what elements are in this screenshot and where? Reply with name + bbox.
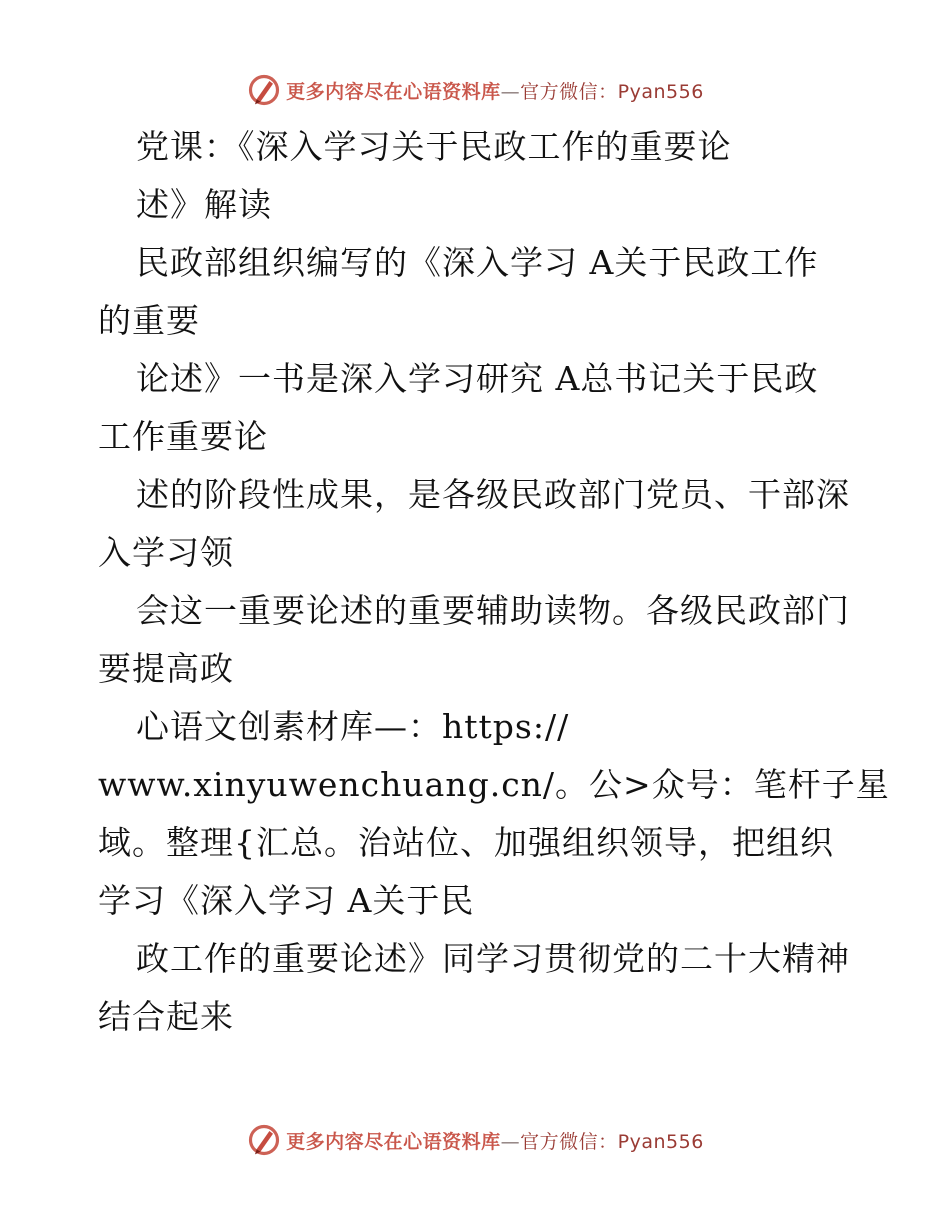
text-line-13: 域。整理{汇总。治站位、加强组织领导，把组织: [98, 823, 834, 862]
text-line-6: 工作重要论: [98, 417, 268, 456]
header-wechat-text: 官方微信：Pyan556: [520, 80, 704, 103]
text-line-14: 学习《深入学习 A关于民: [98, 881, 475, 920]
text-line-3: 民政部组织编写的《深入学习 A关于民政工作: [136, 243, 819, 282]
text-line-2: 述》解读: [136, 185, 272, 224]
footer-separator: —: [500, 1130, 521, 1153]
footer-wechat-text: 官方微信：Pyan556: [520, 1130, 704, 1153]
text-line-16: 结合起来: [98, 997, 234, 1036]
footer-brand-text: 更多内容尽在心语资料库: [286, 1130, 501, 1153]
text-line-8: 入学习领: [98, 533, 234, 572]
text-line-15: 政工作的重要论述》同学习贯彻党的二十大精神: [136, 939, 850, 978]
text-line-10: 要提高政: [98, 649, 234, 688]
text-line-7: 述的阶段性成果，是各级民政部门党员、干部深: [136, 475, 850, 514]
header-banner-text: [286, 77, 704, 104]
header-watermark-banner: [0, 70, 950, 110]
header-separator: —: [500, 80, 521, 103]
header-brand-text: 更多内容尽在心语资料库: [286, 80, 501, 103]
pen-logo-icon: [246, 72, 282, 108]
text-line-4: 的重要: [98, 301, 200, 340]
footer-watermark-banner: [0, 1120, 950, 1160]
document-body: [98, 118, 890, 1046]
text-line-5: 论述》一书是深入学习研究 A总书记关于民政: [136, 359, 819, 398]
pen-logo-icon: [246, 1122, 282, 1158]
footer-banner-text: [286, 1127, 704, 1154]
text-line-12: www.xinyuwenchuang.cn/。公>众号：笔杆子星: [98, 765, 890, 804]
text-line-11: 心语文创素材库—：https://: [136, 707, 570, 746]
text-line-1: 党课：《深入学习关于民政工作的重要论: [136, 127, 732, 166]
text-line-9: 会这一重要论述的重要辅助读物。各级民政部门: [136, 591, 850, 630]
